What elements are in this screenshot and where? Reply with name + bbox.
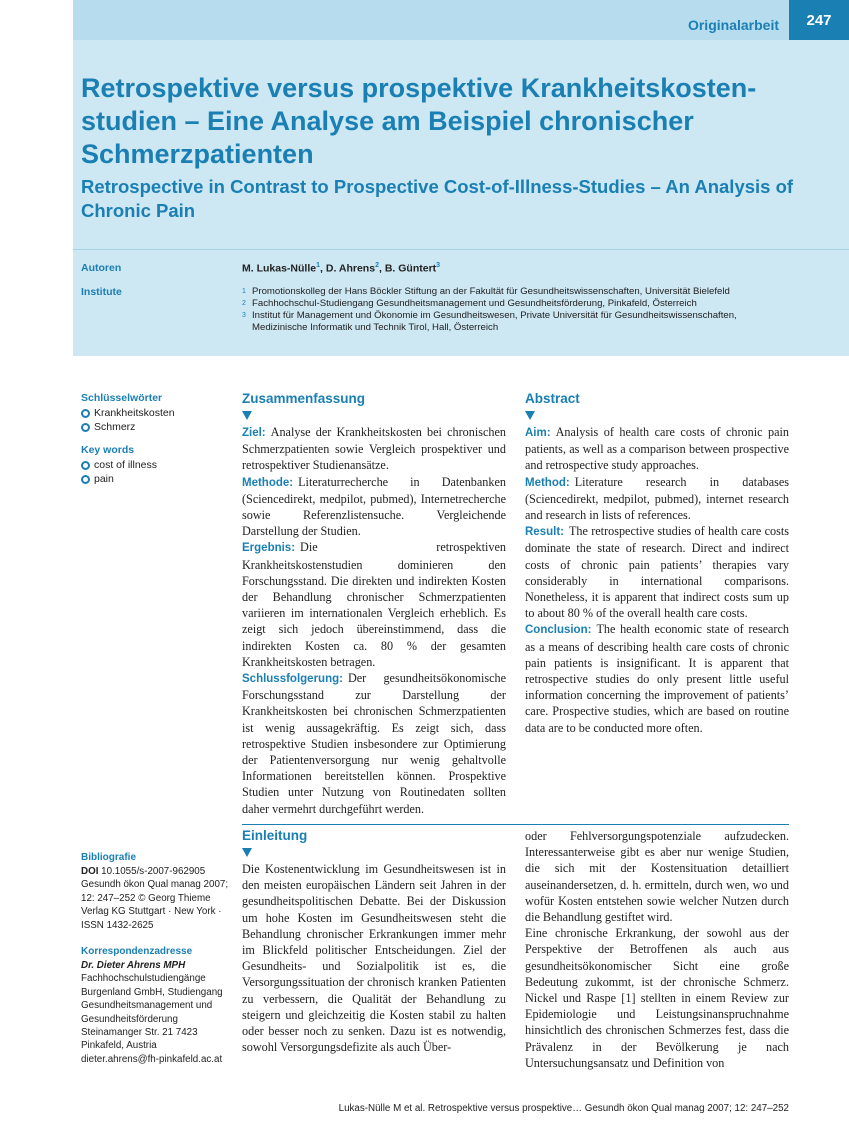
circle-bullet-icon — [81, 461, 90, 470]
keyword-text: Krankheitskosten — [94, 407, 175, 419]
section-divider — [242, 824, 789, 825]
correspondent-address: Fachhochschulstudiengänge Burgenland GmbH, Studiengang Gesundheitsmanagement und Gesundheitsförderung Steinamanger Str. 21 7423 Pinkafeld, Austria dieter.ahrens@fh-pinkafeld.ac.at — [81, 973, 223, 1065]
korrespondenz-text — [81, 959, 231, 1066]
einleitung-column-1 — [242, 861, 506, 1055]
header-divider — [73, 249, 849, 250]
article-title-english: Retrospective in Contrast to Prospective Cost-of-Illness-Studies – An Analysis of Chronic Pain — [81, 176, 794, 221]
author-list: M. Lukas-Nülle$^1$, D. Ahrens$^2$, B. Güntert$^3$ — [242, 262, 441, 275]
paragraph-text: Analyse der Krankheitskosten bei chronischen Schmerzpatienten sowie Vergleich prospektiver und retrospektiver Studienansätze. — [242, 425, 506, 473]
abstract-paragraph — [242, 474, 506, 540]
abstract-paragraph — [525, 424, 789, 474]
paragraph-text: The health economic state of research as a means of describing health care costs of chronic pain patients is insignificant. It is apparent that retrospective studies do only present little useful information concerning the improvement of patients’ care. Prospective studies, which are based on routine data are to be conducted more often. — [525, 622, 789, 735]
paragraph-text: Die retrospektiven Krankheitskostenstudien dominieren den Forschungsstand. Die direkten und indirekten Kosten der Behandlung chronischer Schmerzpatienten variieren im internationalen Vergleich erheblich. Es zeigt sich jedoch übereinstimmend, dass die indirekten Kosten ca. 80 % der gesamten Krankheitskosten betragen. — [242, 540, 506, 669]
paragraph-text: The retrospective studies of health care costs dominate the state of research. Direct and indirect costs of chronic pain patients’ therapies vary considerably in international comparisons. Nonetheless, it is apparent that indirect costs sum up to about 80 % of the overall health care costs. — [525, 524, 789, 621]
keywords-english-heading: Key words — [81, 444, 135, 456]
bibliografie-text — [81, 865, 231, 932]
down-arrow-icon — [242, 848, 252, 857]
authors-label: Autoren — [81, 262, 122, 274]
circle-bullet-icon — [81, 475, 90, 484]
korrespondenz-heading: Korrespondenzadresse — [81, 946, 193, 957]
circle-bullet-icon — [81, 423, 90, 432]
author-affiliation-number: 2 — [375, 262, 379, 269]
body-paragraph: oder Fehlversorgungspotenziale aufzudecken. Interessanterweise gibt es aber nur wenige Studien, die sich mit der Kostensituation detailliert auseinandersetzen, d. h. ermitteln, durch wen, wo und wofür Kosten entstehen sowie welcher Nutzen durch die Behandlung gestiftet wird. — [525, 829, 789, 925]
down-arrow-icon — [242, 411, 252, 420]
institute-item — [242, 298, 782, 310]
page-footer: Lukas-Nülle M et al. Retrospektive versus prospektive… Gesundh ökon Qual manag 2007; 12: 247–252 — [338, 1103, 789, 1114]
paragraph-label: Conclusion: — [525, 624, 592, 637]
article-title-german: Retrospektive versus prospektive Krankheitskosten-studien – Eine Analyse am Beispiel chronischer Schmerzpatienten — [81, 73, 757, 169]
institutes-label: Institute — [81, 286, 122, 298]
keyword-text: Schmerz — [94, 421, 136, 433]
paragraph-text: Literaturrecherche in Datenbanken (Sciencedirekt, medpilot, pubmed), Internetrecherche sowie Referenzlistensuche. Vergleichende Darstellung der Studien. — [242, 474, 506, 539]
author-name: M. Lukas-Nülle — [242, 262, 317, 275]
down-arrow-icon — [525, 411, 535, 420]
abstract-paragraph — [525, 523, 789, 621]
keyword-item — [81, 420, 175, 434]
abstract-paragraph — [242, 424, 506, 474]
einleitung-column-2 — [525, 828, 789, 1071]
paragraph-label: Method: — [525, 476, 570, 489]
doi-value: 10.1055/s-2007-962905 — [101, 866, 206, 877]
paragraph-label: Schlussfolgerung: — [242, 673, 343, 686]
keywords-german-heading: Schlüsselwörter — [81, 392, 163, 404]
institute-item — [242, 286, 782, 298]
paragraph-label: Result: — [525, 526, 564, 539]
institute-number: 3 — [242, 312, 246, 319]
keywords-english-list — [81, 458, 157, 486]
body-paragraph: Die Kostenentwicklung im Gesundheitswesen ist in den meisten europäischen Ländern seit Jahren in der gesundheitspolitischen Debatte. Bei der Diskussion um hohe Kosten im Gesundheitswesen steht die Behandlung chronischer Erkrankungen immer mehr im Blickfeld politischer Entscheidungen. Ziel der Gesundheits- und Sozialpolitik ist es, die Versorgungssituation der chronisch kranken Patienten zu verbessern, die Qualität der Behandlung zu steigern und gleichzeitig die Kosten stabil zu halten oder besser noch zu senken. Dazu ist es notwendig, sowohl Versorgungsdefizite als auch Über- — [242, 862, 506, 1055]
doi-label: DOI — [81, 866, 99, 877]
abstract-paragraph — [525, 474, 789, 524]
circle-bullet-icon — [81, 409, 90, 418]
paragraph-label: Methode: — [242, 476, 294, 489]
zusammenfassung-heading: Zusammenfassung — [242, 391, 366, 406]
institute-text: Fachhochschul-Studiengang Gesundheitsmanagement und Gesundheitsförderung, Pinkafeld, Österreich — [252, 298, 697, 309]
paragraph-text: Der gesundheitsökonomische Forschungsstand zur Darstellung der Krankheitskosten bei chronischen Schmerzpatienten ist wenig aussagekräftig. Es zeigt sich, dass retrospektive Studien insbesondere zur Optimierung der Patientenversorgung nur wenig gehaltvolle Informationen bereitstellen können. Prospektive Studien unter Nutzung von Routinedaten sollten daher vermehrt durchgeführt werden. — [242, 671, 506, 816]
paragraph-label: Aim: — [525, 427, 551, 439]
citation-text: Gesundh ökon Qual manag 2007; 12: 247–252 © Georg Thieme Verlag KG Stuttgart · New York · ISSN 1432-2625 — [81, 879, 229, 931]
paragraph-text: Literature research in databases (Sciencedirekt, medpilot, pubmed), internet research and research in lists of references. — [525, 474, 789, 523]
author-affiliation-number: 3 — [436, 262, 441, 269]
author-name: D. Ahrens — [325, 262, 376, 275]
keyword-text: pain — [94, 473, 114, 485]
body-paragraph: Eine chronische Erkrankung, der sowohl aus der Perspektive der Betroffenen als auch aus gesundheitsökonomischer Sicht eine große Bedeutung zukommt, ist der chronische Schmerz. Nickel und Raspe [1] stellten in einem Review zur Epidemiologie und Leistungsinanspruchnahme hinsichtlich des chronischen Schmerzes fest, dass die Prävalenz in der Bevölkerung je nach Untersuchungsansatz und Definition von — [525, 926, 789, 1070]
abstract-paragraph — [525, 621, 789, 735]
bibliografie-heading: Bibliografie — [81, 852, 137, 863]
keywords-german-list — [81, 406, 175, 434]
page-number: 247 — [789, 0, 849, 40]
abstract-body — [525, 424, 789, 736]
section-label: Originalarbeit — [687, 17, 779, 33]
paragraph-label: Ziel: — [242, 427, 266, 439]
institute-text: Promotionskolleg der Hans Böckler Stiftung an der Fakultät für Gesundheitswissenschaften, Universität Bielefeld — [252, 286, 730, 297]
zusammenfassung-body — [242, 424, 506, 817]
einleitung-heading: Einleitung — [242, 828, 308, 843]
institute-number: 1 — [242, 288, 246, 295]
abstract-paragraph — [242, 670, 506, 817]
institute-text: Institut für Management und Ökonomie im Gesundheitswesen, Private Universität für Gesundheitswissenschaften, Medizinische Informatik und Technik Tirol, Hall, Österreich — [252, 310, 737, 333]
paragraph-text: Analysis of health care costs of chronic pain patients, as well as a comparison between prospective and retrospective study approaches. — [525, 425, 789, 473]
author-name: B. Güntert — [384, 262, 437, 275]
keyword-item — [81, 406, 175, 420]
correspondent-name: Dr. Dieter Ahrens MPH — [81, 960, 186, 971]
author-affiliation-number: 1 — [316, 262, 321, 269]
institute-number: 2 — [242, 300, 246, 307]
paragraph-label: Ergebnis: — [242, 542, 296, 555]
abstract-heading: Abstract — [525, 391, 580, 406]
keyword-text: cost of illness — [94, 459, 158, 471]
keyword-item — [81, 472, 157, 486]
keyword-item — [81, 458, 157, 472]
abstract-paragraph — [242, 539, 506, 670]
institute-item — [242, 310, 782, 334]
